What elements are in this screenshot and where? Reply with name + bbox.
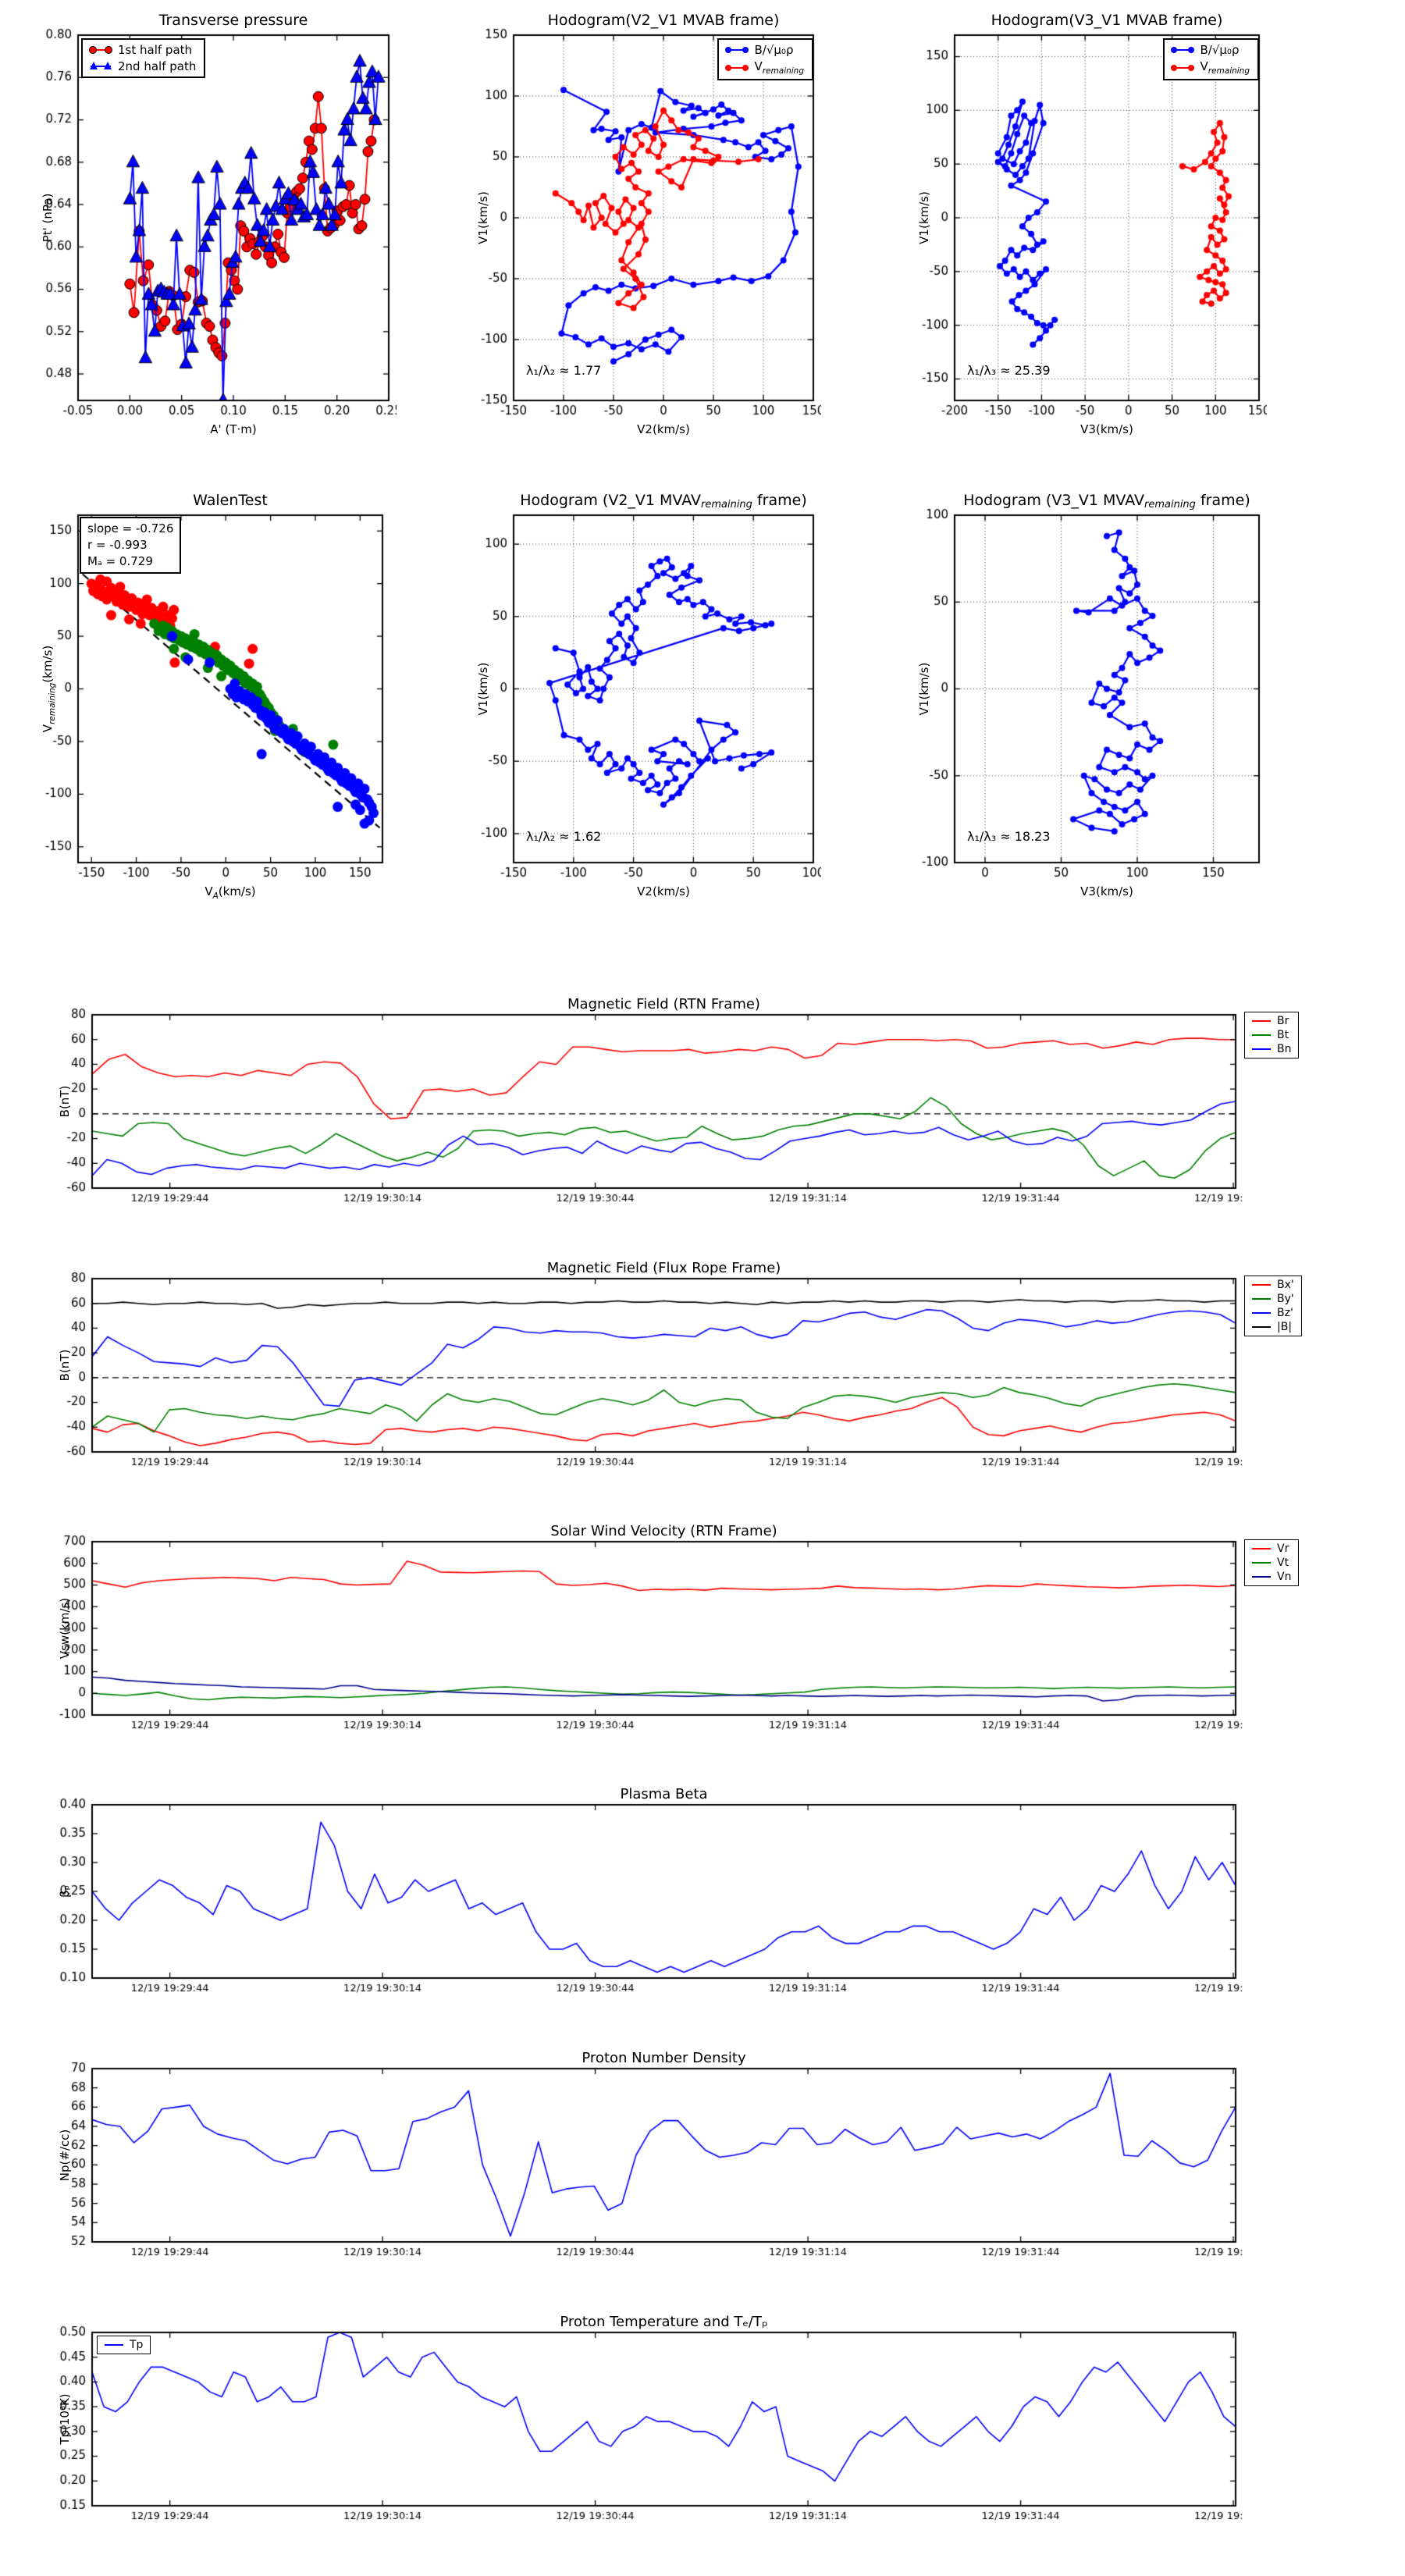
- eigenvalue-ratio-annotation: λ₁/λ₃ ≈ 25.39: [967, 363, 1051, 378]
- legend-item: [1252, 1557, 1291, 1569]
- panel-title: Magnetic Field (Flux Rope Frame): [546, 1260, 781, 1276]
- line-marker-icon: [1252, 1048, 1271, 1050]
- panel-hodogram-v3v1-mvab: [900, 12, 1272, 480]
- panel-transverse-pressure: [23, 12, 401, 480]
- eigenvalue-ratio-annotation: λ₁/λ₃ ≈ 18.23: [967, 829, 1051, 844]
- x-axis-label: V2(km/s): [637, 422, 690, 436]
- y-axis-label: Tp(10⁶K): [58, 2393, 72, 2445]
- legend-label: B/√μ₀ρ: [1200, 43, 1240, 57]
- eigenvalue-ratio-annotation: λ₁/λ₂ ≈ 1.62: [526, 829, 602, 844]
- plot-canvas-solar-wind-velocity: [37, 1525, 1243, 1737]
- line-marker-icon: [1252, 1548, 1271, 1550]
- legend-label: $V_{remaining}$: [1200, 59, 1250, 76]
- plot-canvas-hodogram-v2v1-mvav: [459, 492, 821, 884]
- legend-magnetic-field-flux-rope: [1244, 1276, 1302, 1336]
- legend-label: |B|: [1277, 1321, 1293, 1333]
- y-axis-label: V1(km/s): [476, 191, 490, 244]
- dot-line-marker-icon: [1172, 67, 1193, 69]
- triangle-line-marker-icon: [91, 66, 111, 67]
- legend-label: 2nd half path: [118, 59, 197, 73]
- fit-statistics-box: [80, 517, 181, 574]
- x-axis-label: $V_A(km/s)$: [205, 884, 256, 901]
- legend: [717, 38, 813, 80]
- panel-hodogram-v2v1-mvav: [459, 492, 826, 941]
- plot-canvas-magnetic-field-flux-rope: [37, 1261, 1243, 1474]
- y-axis-label: $V_{remaining}(km/s)$: [41, 645, 57, 733]
- legend-item: [1252, 1542, 1291, 1555]
- panel-solar-wind-velocity: [37, 1525, 1255, 1759]
- panel-title: Magnetic Field (RTN Frame): [567, 996, 760, 1012]
- legend-label: B/√μ₀ρ: [754, 43, 794, 57]
- line-marker-icon: [1252, 1284, 1271, 1286]
- y-axis-label: Pt' (nPa): [41, 193, 55, 243]
- legend-label: Tp: [130, 2339, 144, 2351]
- legend-item: [727, 43, 804, 57]
- plot-canvas-walen-test: [23, 492, 390, 884]
- line-marker-icon: [1252, 1312, 1271, 1314]
- legend-label: Vt: [1277, 1557, 1289, 1569]
- legend-item: [1252, 1043, 1291, 1055]
- panel-title: Hodogram(V3_V1 MVAB frame): [991, 12, 1223, 29]
- plot-canvas-magnetic-field-rtn: [37, 998, 1243, 1210]
- y-axis-label: V1(km/s): [917, 662, 931, 716]
- legend: [1163, 38, 1259, 80]
- plot-canvas-transverse-pressure: [23, 12, 397, 422]
- line-marker-icon: [1252, 1298, 1271, 1300]
- panel-title: WalenTest: [193, 492, 268, 509]
- legend-label: Vr: [1277, 1542, 1289, 1555]
- panel-title: Transverse pressure: [158, 12, 308, 29]
- plot-canvas-hodogram-v3v1-mvav: [900, 492, 1267, 884]
- panel-proton-temperature: [37, 2315, 1255, 2549]
- panel-magnetic-field-rtn: [37, 998, 1255, 1232]
- y-axis-label: Np(#/cc): [58, 2129, 72, 2182]
- legend-item: [1252, 1015, 1291, 1027]
- legend-item: [1172, 59, 1250, 76]
- legend-item: [1252, 1293, 1294, 1305]
- x-axis-label: V2(km/s): [637, 884, 690, 898]
- legend-item: [1252, 1571, 1291, 1583]
- legend-label: By': [1277, 1293, 1294, 1305]
- panel-title: Hodogram (V2_V1 MVAVremaining frame): [520, 492, 807, 511]
- plot-canvas-proton-number-density: [37, 2051, 1243, 2264]
- y-axis-label: B(nT): [58, 1349, 72, 1382]
- legend-item: [1252, 1029, 1291, 1041]
- legend-item: [1252, 1321, 1294, 1333]
- panel-title: Plasma Beta: [620, 1786, 708, 1802]
- line-marker-icon: [1252, 1562, 1271, 1564]
- line-marker-icon: [1252, 1326, 1271, 1328]
- panel-plasma-beta: [37, 1788, 1255, 2022]
- eigenvalue-ratio-annotation: λ₁/λ₂ ≈ 1.77: [526, 363, 602, 378]
- legend-label: Bt: [1277, 1029, 1289, 1041]
- dot-line-marker-icon: [727, 49, 747, 51]
- legend-item: [1252, 1307, 1294, 1319]
- plot-canvas-plasma-beta: [37, 1788, 1243, 2000]
- legend-label: Br: [1277, 1015, 1289, 1027]
- panel-title: Hodogram(V2_V1 MVAB frame): [547, 12, 780, 29]
- y-axis-label: Vsw(km/s): [58, 1597, 72, 1660]
- legend-item: [1172, 43, 1250, 57]
- panel-title: Hodogram (V3_V1 MVAVremaining frame): [963, 492, 1250, 511]
- legend-item: [105, 2339, 143, 2351]
- panel-title: Solar Wind Velocity (RTN Frame): [550, 1523, 777, 1539]
- legend: [97, 2336, 151, 2354]
- stat-correlation: r = -0.993: [87, 538, 148, 552]
- x-axis-label: V3(km/s): [1080, 422, 1133, 436]
- y-axis-label: V1(km/s): [476, 662, 490, 716]
- line-marker-icon: [1252, 1034, 1271, 1036]
- stat-alfven-mach: Mₐ = 0.729: [87, 554, 153, 568]
- legend-item: [727, 59, 804, 76]
- line-marker-icon: [1252, 1020, 1271, 1022]
- legend-solar-wind-velocity: [1244, 1539, 1299, 1586]
- legend-item: [1252, 1279, 1294, 1291]
- legend-magnetic-field-rtn: [1244, 1012, 1299, 1059]
- stat-slope: slope = -0.726: [87, 521, 174, 535]
- x-axis-label: A' (T·m): [210, 422, 257, 436]
- legend-label: 1st half path: [118, 43, 193, 57]
- legend: [81, 38, 205, 78]
- y-axis-label: B(nT): [58, 1085, 72, 1118]
- panel-hodogram-v2v1-mvab: [459, 12, 826, 480]
- y-axis-label: βₚ: [58, 1885, 72, 1898]
- line-marker-icon: [105, 2344, 123, 2346]
- panel-title: Proton Number Density: [582, 2050, 746, 2066]
- dot-line-marker-icon: [1172, 49, 1193, 51]
- legend-label: $V_{remaining}$: [754, 59, 804, 76]
- legend-label: Bn: [1277, 1043, 1292, 1055]
- panel-title: Proton Temperature and Tₑ/Tₚ: [560, 2314, 768, 2330]
- x-axis-label: V3(km/s): [1080, 884, 1133, 898]
- legend-label: Bx': [1277, 1279, 1294, 1291]
- legend-label: Vn: [1277, 1571, 1292, 1583]
- panel-walen-test: [23, 492, 395, 941]
- legend-item: [91, 59, 196, 73]
- dot-line-marker-icon: [727, 67, 747, 69]
- plot-canvas-proton-temperature: [37, 2315, 1243, 2528]
- line-marker-icon: [1252, 1576, 1271, 1578]
- panel-proton-number-density: [37, 2051, 1255, 2286]
- legend-item: [91, 43, 196, 57]
- panel-hodogram-v3v1-mvav: [900, 492, 1272, 941]
- circle-line-marker-icon: [91, 49, 111, 51]
- y-axis-label: V1(km/s): [917, 191, 931, 244]
- panel-magnetic-field-flux-rope: [37, 1261, 1255, 1496]
- legend-label: Bz': [1277, 1307, 1293, 1319]
